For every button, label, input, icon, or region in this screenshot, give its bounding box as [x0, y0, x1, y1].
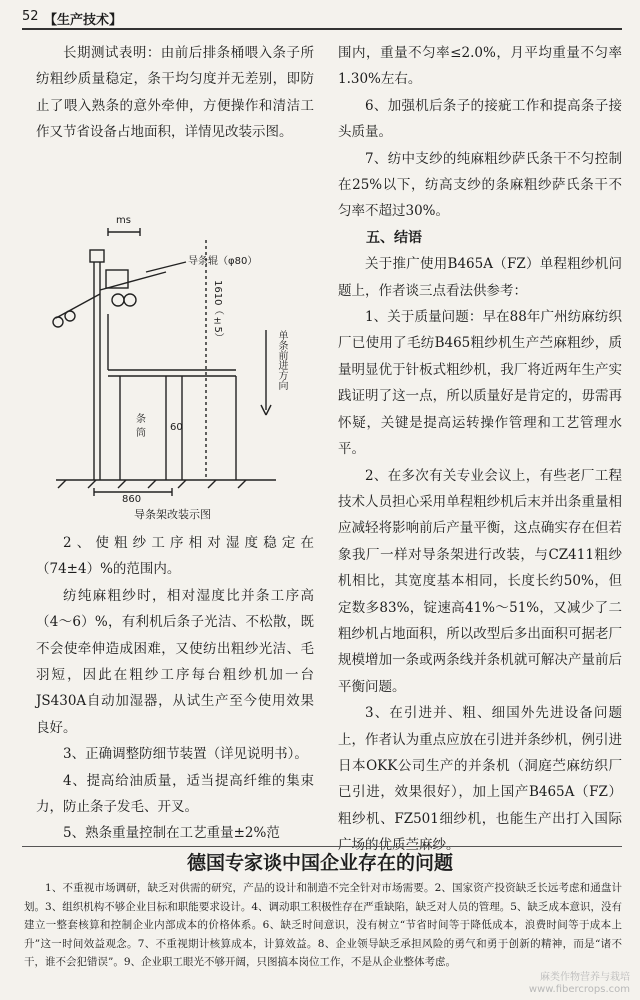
paragraph: 3、在引进并、粗、细国外先进设备问题上，作者认为重点应放在引进并条纱机，例引进日本OKK公司生产的并条机（洞庭苎麻纺织厂已引进，效果很好），加上国产B465A（FZ）粗纱机、FZ501细纱机，也能生产出打入国际广场的优质苎麻纱。 — [338, 705, 622, 854]
page-number: 52 — [22, 9, 39, 24]
watermark — [529, 972, 630, 996]
paragraph: 4、提高给油质量，适当提高纤维的集束力，防止条子发毛、开叉。 — [36, 772, 314, 816]
figure-label-inner-2: 筒 — [136, 428, 146, 439]
paragraph: 1、关于质量问题：早在88年广州纺麻纺织厂已使用了毛纺B465粗纱机生产苎麻粗纱，质量明显优于针板式粗纱机，我厂将近两年生产实践证明了这一点，所以质量好是肯定的，毋需再怀疑，关键是提高运转操作管理和工艺管理水平。 — [338, 309, 622, 458]
diagram-drawing — [36, 210, 314, 520]
right-column — [338, 40, 622, 859]
figure-label-height: 1610（±5） — [212, 280, 223, 343]
paragraph: 围内，重量不匀率≤2.0%，月平均重量不匀率1.30%左右。 — [338, 45, 622, 88]
paragraph: 关于推广使用B465A（FZ）单程粗纱机问题上，作者谈三点看法供参考： — [338, 256, 622, 299]
section-title: 【生产技术】 — [44, 13, 123, 28]
figure-guide-frame-diagram — [36, 210, 314, 520]
paragraph: 纺纯麻粗纱时，相对湿度比并条工序高（4～6）%，有利机后条子光洁、不松散，既不会使牵伸造成困难，又使纺出粗纱光洁、毛羽短，因此在粗纱工序每台粗纱机加一台JS430A自动加湿器，从试生产至今使用效果良好。 — [36, 587, 314, 736]
paragraph: 2、在多次有关专业会议上，有些老厂工程技术人员担心采用单程粗纱机后末并出条重量相应减轻将影响前后产量平衡，这点确实存在但若象我厂一样对导条架进行改装，与CZ411粗纱机相比，其宽度基本相同，长度长约50%，但定数多83%，锭速高41%～51%，又减少了二粗纱机占地面积，所以改型后多出面积可据老厂规模增加一条或两条线并条机就可解决产量前后平衡问题。 — [338, 467, 622, 695]
watermark-line-2: www.fibercrops.com — [528, 984, 630, 995]
watermark-line-1: 麻类作物营养与栽培 — [540, 972, 630, 983]
figure-caption: 导条架改装示图 — [134, 508, 211, 521]
figure-label-guide-roller: 导条辊（φ80） — [188, 256, 258, 267]
figure-label-direction: 单条前进方向 — [276, 330, 287, 390]
paragraph: 5、熟条重量控制在工艺重量±2%范 — [63, 825, 280, 842]
paragraph: 6、加强机后条子的接疵工作和提高条子接头质量。 — [338, 97, 622, 141]
paragraph: 2、使粗纱工序相对湿度稳定在（74±4）%的范围内。 — [36, 535, 314, 578]
page-header — [0, 0, 640, 30]
left-column-bottom — [36, 530, 314, 847]
article-title: 德国专家谈中国企业存在的问题 — [186, 852, 453, 874]
paragraph: 长期测试表明：由前后排条桶喂入条子所纺粗纱质量稳定，条干均匀度并无差别，即防止了喂入熟条的意外牵伸，方便操作和清洁工作又节省设备占地面积，详情见改装示图。 — [36, 45, 314, 141]
figure-label-top-dim: ms — [116, 215, 131, 226]
figure-label-bottom-dim: 860 — [122, 494, 142, 505]
paragraph: 3、正确调整防细节装置（详见说明书）。 — [63, 746, 308, 763]
figure-label-mid: 60 — [170, 422, 183, 433]
figure-label-inner-1: 条 — [136, 414, 146, 425]
header-rule — [22, 28, 622, 30]
article-body: 1、不重视市场调研，缺乏对供需的研究，产品的设计和制造不完全针对市场需要。2、国家资产投资缺乏长远考虑和通盘计划。3、组织机构不够企业目标和职能要求设计。4、调动职工积极性存在严重缺陷，缺乏对人员的管理。5、缺乏成本意识，没有建立一整套核算和控制企业内部成本的价格体系。6、缺乏时间意识，没有树立“节省时间等于降低成本，浪费时间等于成本上升”这一时间效益观念。7、不重视期计核算成本，计算效益。8、企业领导缺乏承担风险的勇气和勇于创新的精神，而是“诸不干，谁不会犯错误”。9、企业职工眼光不够开阔，只图搞本岗位工作，不是从企业整体考虑。 — [24, 882, 622, 969]
article-divider — [22, 846, 622, 847]
section-heading: 五、结语 — [366, 229, 422, 246]
paragraph: 7、纺中支纱的纯麻粗纱萨氏条干不匀控制在25%以下，纺高支纱的条麻粗纱萨氏条干不匀率不超过30%。 — [338, 150, 622, 220]
left-column-top — [36, 40, 314, 146]
